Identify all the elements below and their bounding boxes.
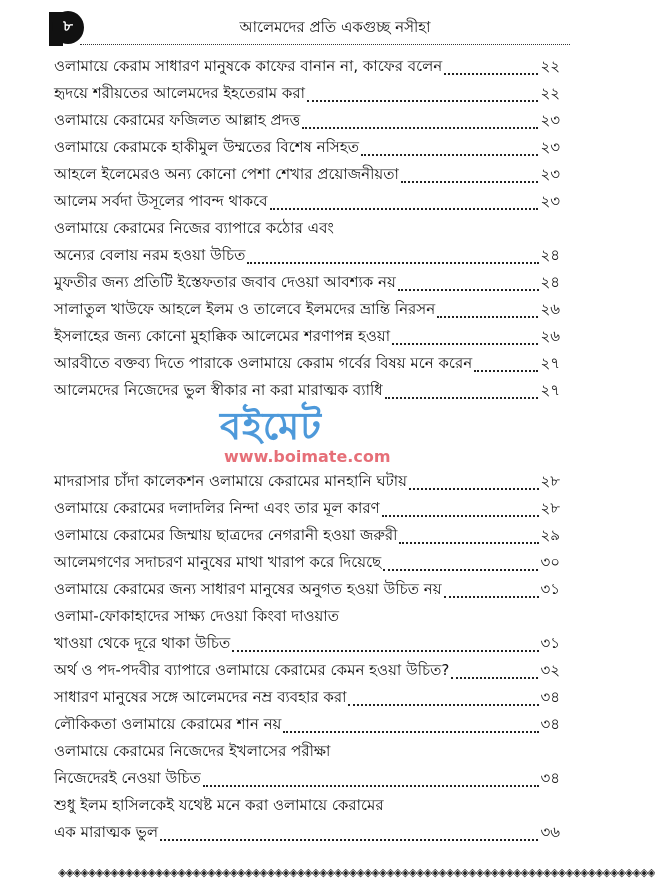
toc-entry	[54, 108, 560, 135]
toc-entry-title: লৌকিকতা ওলামায়ে কেরামের শান নয়	[54, 715, 282, 733]
toc-entry-title: ওলামায়ে কেরামের দলাদলির নিন্দা এবং তার মূল কারণ	[54, 499, 380, 517]
toc-entry-title: আরবীতে বক্তব্য দিতে পারাকে ওলামায়ে কেরাম গর্বের বিষয় মনে করেন	[54, 354, 473, 372]
toc-entry-page: ২৮	[540, 499, 560, 517]
dot-leader	[437, 316, 538, 318]
toc-entry	[54, 324, 560, 351]
toc-entry-title: ওলামায়ে কেরামকে হাকীমুল উম্মতের বিশেষ নসিহত	[54, 138, 359, 156]
toc-entry	[54, 496, 560, 523]
toc-entry	[54, 135, 560, 162]
watermark-logo: বইমেট	[220, 404, 322, 448]
toc-entry-title: হৃদয়ে শরীয়তের আলেমদের ইহতেরাম করা	[54, 84, 305, 102]
toc-entry	[54, 351, 560, 378]
toc-entry-title: আলেমগণের সদাচরণ মানুষের মাথা খারাপ করে দিয়েছে	[54, 553, 382, 571]
toc-entry-page: ২৪	[540, 246, 560, 264]
page-number-badge: ৮	[52, 11, 84, 44]
dot-leader	[348, 704, 538, 706]
toc-entry-title: ওলামায়ে কেরামের জিম্মায় ছাত্রদের নেগরানী হওয়া জরুরী	[54, 526, 398, 544]
toc-entry	[54, 820, 560, 847]
toc-entry-page: ৩৪	[540, 688, 560, 706]
dot-leader	[474, 370, 538, 372]
toc-entry-title: মাদরাসার চাঁদা কালেকশন ওলামায়ে কেরামের মানহানি ঘটায়	[54, 472, 407, 490]
toc-entry-title: ইসলাহের জন্য কোনো মুহাক্কিক আলেমের শরণাপন্ন হওয়া	[54, 327, 391, 345]
table-of-contents	[54, 54, 560, 847]
dot-leader	[398, 289, 539, 291]
toc-entry-page: ২৮	[540, 472, 560, 490]
toc-entry-title: ওলামায়ে কেরামের ফজিলত আল্লাহ প্রদত্ত	[54, 111, 301, 129]
dot-leader	[361, 154, 539, 156]
toc-entry-page: ২৩	[540, 192, 560, 210]
toc-entry-title: আলেমদের নিজেদের ভুল স্বীকার না করা মারাত্মক ব্যাধি	[54, 381, 383, 399]
toc-entry	[54, 162, 560, 189]
dot-leader	[409, 488, 539, 490]
toc-entry	[54, 739, 560, 766]
toc-entry	[54, 712, 560, 739]
dot-leader	[270, 208, 539, 210]
toc-entry-page: ৩৬	[540, 823, 560, 841]
toc-entry-page: ৩৪	[540, 769, 560, 787]
header-dotted-rule	[80, 44, 570, 45]
toc-entry-page: ২২	[540, 57, 560, 75]
watermark-url: www.boimate.com	[224, 447, 391, 466]
toc-entry-page: ২৭	[540, 381, 560, 399]
toc-entry-page: ৩১	[540, 580, 560, 598]
toc-entry	[54, 243, 560, 270]
toc-entry-page: ৩২	[540, 661, 560, 679]
toc-entry-title: শুধু ইলম হাসিলকেই যথেষ্ট মনে করা ওলামায়ে কেরামের	[54, 796, 384, 814]
toc-entry-title: নিজেদেরই নেওয়া উচিত	[54, 769, 201, 787]
running-header-title: আলেমদের প্রতি একগুচ্ছ নসীহা	[239, 18, 431, 36]
toc-entry	[54, 550, 560, 577]
toc-entry	[54, 54, 560, 81]
dot-leader	[302, 127, 538, 129]
toc-entry-page: ২৩	[540, 111, 560, 129]
toc-entry	[54, 523, 560, 550]
toc-entry-title: ওলামায়ে কেরামের নিজেদের ইখলাসের পরীক্ষা	[54, 742, 331, 760]
toc-entry	[54, 793, 560, 820]
watermark	[54, 405, 560, 469]
dot-leader	[232, 650, 538, 652]
toc-entry-page: ২২	[540, 84, 560, 102]
toc-entry-page: ২৬	[540, 300, 560, 318]
dot-leader	[283, 731, 538, 733]
dot-leader	[247, 262, 538, 264]
toc-entry-title: অর্থ ও পদ-পদবীর ব্যাপারে ওলামায়ে কেরামের কেমন হওয়া উচিত?	[54, 661, 450, 679]
toc-entry-page: ৩৪	[540, 715, 560, 733]
toc-entry	[54, 766, 560, 793]
toc-entry	[54, 81, 560, 108]
toc-entry-title: সালাতুল খাউফে আহলে ইলম ও তালেবে ইলমদের ভ্রান্তি নিরসন	[54, 300, 436, 318]
toc-entry-title: মুফতীর জন্য প্রতিটি ইস্তেফতার জবাব দেওয়া আবশ্যক নয়	[54, 273, 396, 291]
toc-entry-page: ২৬	[540, 327, 560, 345]
toc-entry-title: ওলামায়ে কেরাম সাধারণ মানুষকে কাফের বানান না, কাফের বলেন	[54, 57, 443, 75]
toc-entry-page: ২৩	[540, 138, 560, 156]
toc-entry	[54, 577, 560, 604]
toc-entry	[54, 604, 560, 631]
dot-leader	[385, 397, 539, 399]
toc-entry-title: ওলামায়ে কেরামের জন্য সাধারণ মানুষের অনুগত হওয়া উচিত নয়	[54, 580, 442, 598]
toc-entry	[54, 270, 560, 297]
dot-leader	[203, 785, 539, 787]
dot-leader	[160, 839, 538, 841]
toc-entry	[54, 469, 560, 496]
dot-leader	[382, 515, 539, 517]
toc-entry	[54, 297, 560, 324]
dot-leader	[451, 677, 538, 679]
toc-entry-page: ২৩	[540, 165, 560, 183]
toc-entry-page: ২৭	[540, 354, 560, 372]
dot-leader	[399, 542, 538, 544]
toc-entry	[54, 189, 560, 216]
toc-entry	[54, 658, 560, 685]
toc-entry-page: ৩০	[540, 553, 560, 571]
toc-entry-title: সাধারণ মানুষের সঙ্গে আলেমদের নম্র ব্যবহার করা	[54, 688, 347, 706]
toc-entry-title: খাওয়া থেকে দূরে থাকা উচিত	[54, 634, 231, 652]
toc-entry-title: ওলামা-ফোকাহাদের সাক্ষ্য দেওয়া কিংবা দাওয়াত	[54, 607, 339, 625]
toc-entry-page: ২৯	[540, 526, 560, 544]
toc-entry	[54, 685, 560, 712]
toc-entry-page: ২৪	[540, 273, 560, 291]
dot-leader	[444, 73, 538, 75]
toc-entry-title: আলেম সর্বদা উসূলের পাবন্দ থাকবে	[54, 192, 268, 210]
dot-leader	[307, 100, 538, 102]
dot-leader	[383, 569, 538, 571]
toc-entry-title: অন্যের বেলায় নরম হওয়া উচিত	[54, 246, 246, 264]
dot-leader	[444, 596, 539, 598]
toc-entry	[54, 378, 560, 405]
toc-entry-title: এক মারাত্মক ভুল	[54, 823, 159, 841]
toc-entry	[54, 631, 560, 658]
toc-entry-title: আহলে ইলেমেরও অন্য কোনো পেশা শেখার প্রয়োজনীয়তা	[54, 165, 399, 183]
dot-leader	[401, 181, 539, 183]
dot-leader	[392, 343, 538, 345]
toc-entry-title: ওলামায়ে কেরামের নিজের ব্যাপারে কঠোর এবং	[54, 219, 334, 237]
toc-entry-page: ৩১	[540, 634, 560, 652]
ornamental-footer-border: ◈◈◈◈◈◈◈◈◈◈◈◈◈◈◈◈◈◈◈◈◈◈◈◈◈◈◈◈◈◈◈◈◈◈◈◈◈◈◈◈◈◈◈◈◈◈◈◈◈◈◈◈◈◈◈◈◈◈◈◈◈◈◈◈◈◈◈◈◈◈◈◈◈◈◈◈◈◈◈◈	[58, 866, 655, 879]
toc-entry	[54, 216, 560, 243]
